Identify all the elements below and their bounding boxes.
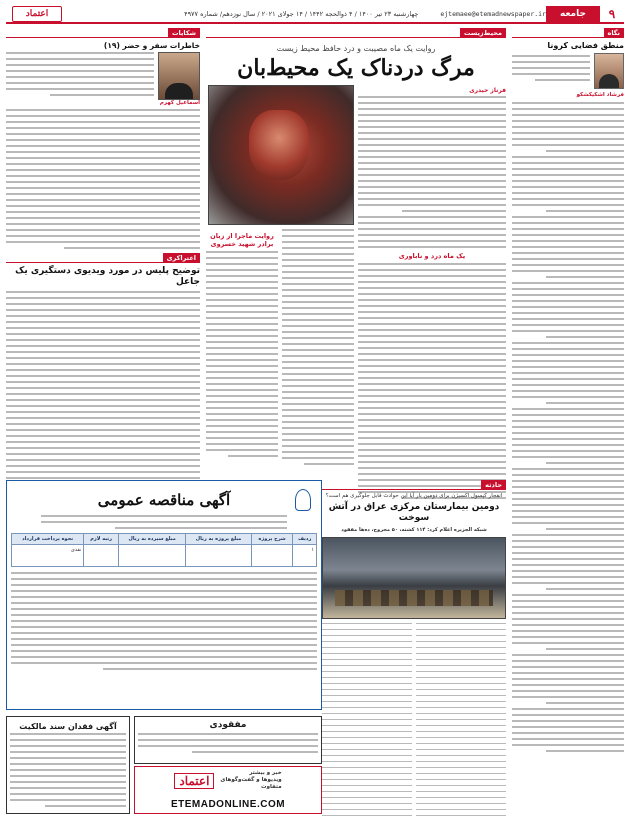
- author-name: فرشاد اشکیکشکو: [576, 92, 624, 98]
- hosp-body: [322, 623, 506, 820]
- issue-date: چهارشنبه ۲۳ تیر ۱۴۰۰ / ۴ ذوالحجه ۱۴۴۲ / ۱۴ جولای ۲۰۲۱ / سال نوزدهم/ شماره ۴۹۷۷: [184, 10, 419, 18]
- tender-cell-grade: [84, 545, 119, 567]
- middle-column: [206, 28, 506, 503]
- hosp-tag: حادثه: [481, 480, 506, 489]
- etemad-logo: اعتماد: [174, 773, 214, 789]
- memoir-head: [6, 52, 200, 100]
- deed-body: [10, 733, 126, 807]
- tender-cell-deposit: [118, 545, 185, 567]
- story-byline: فرناز حیدری: [469, 87, 506, 94]
- mid-tagbar: [206, 28, 506, 38]
- etemad-ad-line1: خبر و بیشتر: [249, 770, 282, 776]
- tender-header-row: [12, 534, 317, 545]
- hospital-photo: [322, 537, 506, 619]
- etemad-ad-line3: متفاوت: [261, 784, 282, 790]
- memoir-title: خاطرات سفر و حضر (۱۹): [103, 41, 200, 50]
- page-number: ۹: [608, 7, 616, 21]
- story-text-right-2: [358, 263, 506, 499]
- government-emblem-icon: [295, 489, 311, 511]
- mid-tag: محیط‌زیست: [460, 28, 506, 37]
- lost-document-ad: [134, 716, 322, 764]
- tender-conditions: [11, 572, 317, 670]
- right-body-text: [512, 102, 624, 752]
- tender-col-payment: نحوه پرداخت قرارداد: [12, 534, 84, 545]
- right-column: [512, 28, 624, 814]
- etemad-url[interactable]: ETEMADONLINE.COM: [170, 799, 286, 810]
- story-title: مرگ دردناک یک محیط‌بان: [237, 55, 475, 81]
- story-subhead-2: روایت ماجرا از زبان برادر شهید خسروی: [210, 232, 274, 248]
- etemad-ad-top: [174, 770, 281, 791]
- left-tagbar-2: [6, 253, 200, 263]
- right-tagbar: [512, 28, 624, 38]
- left-tag: شکایات: [168, 28, 200, 37]
- tender-intro: [11, 515, 317, 529]
- etemad-ad-line2: ویدیوها و گفت‌وگوهای: [220, 777, 282, 783]
- masthead: [6, 6, 624, 24]
- columnist-name: اسماعیل کهرم: [159, 100, 200, 106]
- left-tag-2: اعتراکری: [163, 253, 200, 262]
- author-photo: [594, 53, 624, 89]
- hosp-kicker: انفجار کپسول اکسیژن برای دومین بار آیا این حوادث قابل جلوگیری هم است؟: [325, 493, 503, 499]
- section-label: جامعه: [546, 6, 600, 22]
- tender-cell-payment: نقدی: [12, 545, 84, 567]
- story-kicker: روایت یک ماه مصیبت و درد حافظ محیط زیست: [276, 44, 436, 53]
- tender-ad: [6, 480, 322, 710]
- logo-text: اعتماد: [25, 9, 49, 19]
- story-lower: [206, 229, 354, 469]
- tender-cell-desc: [251, 545, 293, 567]
- right-intro-text: [512, 53, 590, 89]
- left-tagbar: [6, 28, 200, 38]
- etemad-online-ad[interactable]: [134, 766, 322, 814]
- hosp-text-a: [416, 623, 506, 820]
- story-text-left-b: [206, 251, 278, 457]
- hosp-text-b: [322, 623, 412, 820]
- tender-table: [11, 533, 317, 567]
- hosp-tagbar: [322, 480, 506, 490]
- newspaper-logo: [12, 6, 62, 22]
- etemad-ad-text: [220, 770, 281, 791]
- memoir-intro: [6, 52, 154, 100]
- injured-ranger-photo: [208, 85, 354, 225]
- story-col-right: [358, 85, 506, 503]
- tender-col-grade: رتبه لازم: [84, 534, 119, 545]
- story-subhead-1: یک ماه درد و ناباوری: [398, 252, 466, 260]
- lost-body: [138, 733, 318, 753]
- hosp-subtitle: شبکه الجزیره اعلام کرد: ۱۱۴ کشته، ۵۰ مجروح، ده‌ها مفقود: [341, 527, 487, 534]
- police-title: توضیح پلیس در مورد ویدیوی دستگیری یک جاعل: [15, 266, 200, 287]
- story-col-left: [206, 85, 354, 503]
- story-text-left-b-wrap: [206, 229, 278, 469]
- tender-col-amount: مبلغ پروژه به ریال: [186, 534, 251, 545]
- memoir-body: [6, 109, 200, 249]
- table-row: [12, 545, 317, 567]
- story-text-left-a: [282, 229, 354, 469]
- right-tag: نگاه: [604, 28, 625, 37]
- tender-col-desc: شرح پروژه: [251, 534, 293, 545]
- lost-title: مفقودی: [209, 720, 247, 730]
- tender-col-index: ردیف: [293, 534, 317, 545]
- email-address[interactable]: ejtemaee@etemadnewspaper.ir: [440, 10, 547, 18]
- deed-subtitle: آگهی فقدان سند مالکیت: [19, 722, 117, 731]
- story-body: [206, 85, 506, 503]
- author-box: [512, 53, 624, 89]
- tender-cell-index: ۱: [293, 545, 317, 567]
- tender-title: آگهی مناقصه عمومی: [97, 491, 231, 509]
- deed-loss-ad: [6, 716, 130, 814]
- tender-cell-amount: [186, 545, 251, 567]
- tender-col-deposit: مبلغ سپرده به ریال: [118, 534, 185, 545]
- hospital-fire-story: [322, 480, 506, 814]
- right-headline: منطق فضایی کرونا: [547, 41, 624, 50]
- left-column: [6, 28, 200, 531]
- hosp-title: دومین بیمارستان مرکزی عراق در آتش سوخت: [328, 502, 500, 524]
- story-text-right: [358, 96, 506, 248]
- columnist-photo: [158, 52, 200, 100]
